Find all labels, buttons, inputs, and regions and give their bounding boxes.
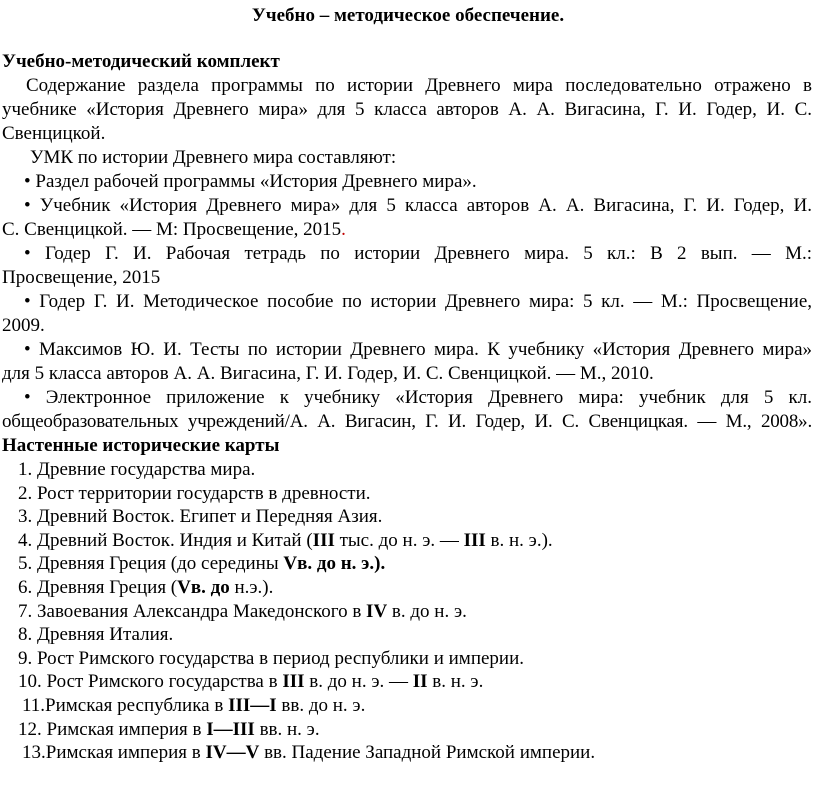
maps-heading: Настенные исторические карты <box>2 435 280 456</box>
map-list-item <box>18 623 173 647</box>
map-list-item <box>18 600 467 624</box>
map-item-text: Рост Римского государства в <box>46 671 283 693</box>
map-item-text: в. н. э.). <box>485 529 553 551</box>
map-item-text: в. до н. э. <box>387 600 467 622</box>
map-item-bold-text: II <box>412 671 428 693</box>
map-list-item <box>18 647 524 671</box>
map-item-bold-text: Vв. до н. э.). <box>283 553 386 575</box>
map-list-item <box>18 529 553 553</box>
map-item-text: Римская империя в <box>46 718 207 740</box>
map-item-number: 7. <box>18 600 33 622</box>
umk-list-item-cont: общеобразовательных учреждений/А. А. Вигасин, Г. И. Годер, И. С. Свенцицкая. — М., 2008». <box>2 411 812 432</box>
map-item-text: вв. н. э. <box>254 718 320 740</box>
umk-list-item: • Раздел рабочей программы «История Древнего мира». <box>24 171 477 192</box>
map-item-bold-text: III—I <box>228 695 277 716</box>
umk-list-item: • Годер Г. И. Методическое пособие по истории Древнего мира: 5 кл. — М.: Просвещение, <box>24 291 812 312</box>
map-item-text: Древний Восток. Индия и Китай ( <box>37 529 313 551</box>
red-period: . <box>341 219 346 240</box>
map-item-number: 9. <box>18 647 33 669</box>
map-item-text: в. н. э. <box>427 671 484 693</box>
map-item-number: 4. <box>18 529 33 551</box>
map-list-item <box>22 694 365 718</box>
map-item-bold-text: IV—V <box>205 742 260 764</box>
map-item-number: 12. <box>18 718 42 740</box>
map-item-bold-text: III <box>463 529 486 551</box>
map-list-item <box>18 482 371 506</box>
umk-list-item-cont: для 5 класса авторов А. А. Вигасина, Г. И. Годер, И. С. Свенцицкой. — М., 2010. <box>2 363 654 384</box>
map-item-text: Римская республика в <box>45 695 229 716</box>
map-item-number: 10. <box>18 671 42 693</box>
umk-intro-line: учебнике «История Древнего мира» для 5 класса авторов А. А. Вигасина, Г. И. Годер, И. С. <box>2 99 812 120</box>
map-item-bold-text: Vв. до <box>177 577 230 598</box>
page-title: Учебно – методическое обеспечение. <box>251 5 565 26</box>
map-item-text: Завоевания Александра Македонского в <box>37 600 367 622</box>
umk-list-item: • Электронное приложение к учебнику «История Древнего мира: учебник для 5 кл. <box>24 387 812 408</box>
map-item-text: Рост Римского государства в период республики и империи. <box>37 647 525 669</box>
map-item-text: Древняя Италия. <box>37 624 174 646</box>
map-item-number: 3. <box>18 506 33 528</box>
map-item-text: тыс. до н. э. — <box>334 529 464 551</box>
umk-list-intro: УМК по истории Древнего мира составляют: <box>30 147 397 168</box>
umk-list-item: • Максимов Ю. И. Тесты по истории Древнего мира. К учебнику «История Древнего мира» <box>24 339 812 360</box>
map-item-number: 5. <box>18 553 33 575</box>
map-item-text: Древняя Греция ( <box>37 577 178 598</box>
map-item-number: 8. <box>18 624 33 646</box>
map-list-item <box>18 718 320 742</box>
map-item-text: вв. до н. э. <box>276 695 366 716</box>
map-list-item <box>18 576 273 600</box>
map-item-bold-text: III <box>282 671 305 693</box>
map-list-item <box>18 552 385 576</box>
map-item-text: в. до н. э. — <box>304 671 413 693</box>
map-item-text: н.э.). <box>229 577 274 598</box>
map-item-number: 2. <box>18 482 33 504</box>
map-list-item <box>18 670 483 694</box>
umk-intro-line: Содержание раздела программы по истории Древнего мира последовательно отражено в <box>26 75 812 96</box>
map-item-bold-text: I—III <box>206 718 255 740</box>
umk-list-item: • Годер Г. И. Рабочая тетрадь по истории Древнего мира. 5 кл.: В 2 вып. — М.: <box>24 243 812 264</box>
map-item-text: Древние государства мира. <box>37 459 256 480</box>
umk-list-item-cont: С. Свенцицкой. — М: Просвещение, 2015. <box>2 219 346 240</box>
umk-intro-line: Свенцицкой. <box>2 123 106 144</box>
map-list-item <box>22 741 595 765</box>
map-item-text: Древняя Греция (до середины <box>37 553 284 575</box>
umk-heading: Учебно-методический комплект <box>2 51 280 72</box>
map-item-bold-text: III <box>312 529 335 551</box>
map-item-bold-text: IV <box>366 600 388 622</box>
map-item-text: Римская империя в <box>45 742 206 764</box>
umk-list-item: • Учебник «История Древнего мира» для 5 класса авторов А. А. Вигасина, Г. И. Годер, И. <box>24 195 812 216</box>
map-item-number: 13. <box>22 742 46 764</box>
map-item-text: вв. Падение Западной Римской империи. <box>259 742 596 764</box>
map-list-item <box>18 458 255 482</box>
map-item-number: 1. <box>18 459 33 480</box>
map-list-item <box>18 505 382 529</box>
map-item-number: 6. <box>18 577 33 598</box>
map-item-text: Древний Восток. Египет и Передняя Азия. <box>37 506 383 528</box>
umk-list-item-cont: Просвещение, 2015 <box>2 267 161 288</box>
map-item-text: Рост территории государств в древности. <box>37 482 371 504</box>
map-item-number: 11. <box>22 695 46 716</box>
umk-list-item-cont: 2009. <box>2 315 45 336</box>
